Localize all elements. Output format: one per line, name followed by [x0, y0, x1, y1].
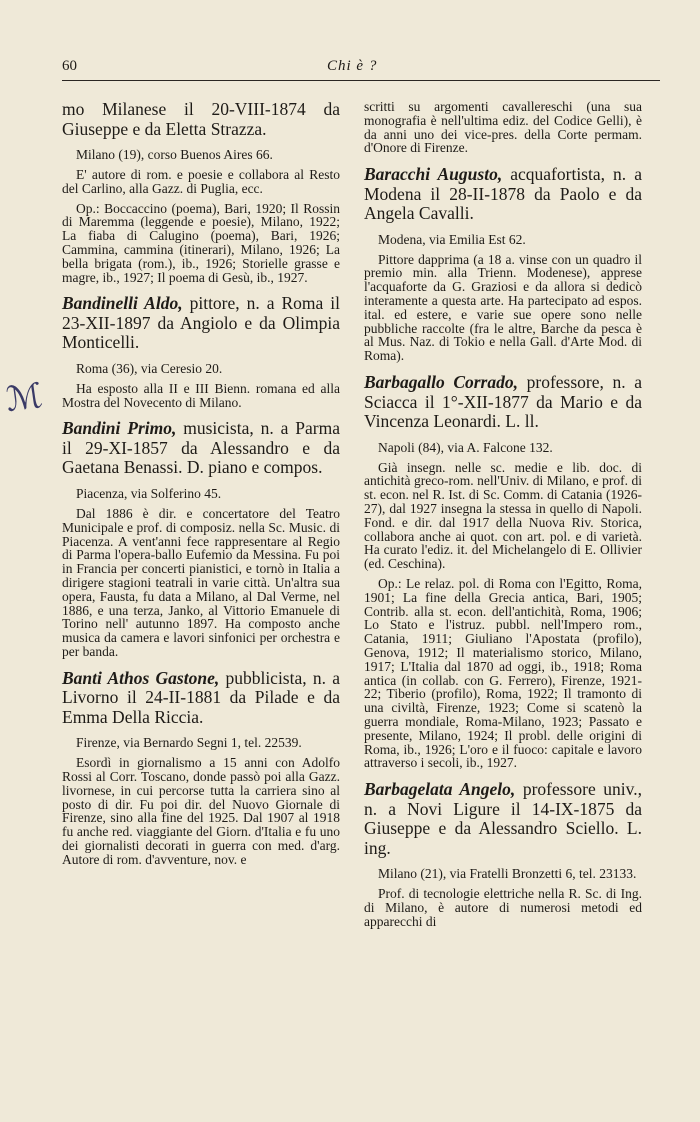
- entry-text: Ha esposto alla II e III Bienn. romana ed alla Mostra del Novecento di Milano.: [62, 380, 340, 410]
- entry-address: Firenze, via Bernardo Segni 1, tel. 22539.: [76, 735, 302, 751]
- entry-name: Bandinelli Aldo,: [62, 293, 183, 314]
- page-header: [62, 56, 660, 81]
- entry-heading: [364, 165, 642, 224]
- entry-name: Barbagallo Corrado,: [364, 372, 518, 393]
- entry-name: Banti Athos Gastone,: [62, 667, 220, 688]
- entry-text: E' autore di rom. e poesie e collabora al Resto del Carlino, alla Gazz. di Puglia, ecc.: [62, 167, 340, 196]
- entry-heading-text: professore univ., n. a Novi Ligure il 14-IX-1875 da Giuseppe e da Alessandro Sciello. L. ing.: [364, 779, 642, 858]
- entry-address: Roma (36), via Ceresio 20.: [76, 360, 223, 376]
- entry-works: Op.: Le relaz. pol. di Roma con l'Egitto, Roma, 1901; La fine della Grecia antica, Bari, 1905; Contrib. alla st. econ. dell'antichità, Roma, 1906; Lo Stato e l'istruz. pubbl. nell'Impero rom., Catania, 1911; Giuliano l'Apostata (profilo), Genova, 1912; Il materialismo storico, Milano, 1917; L'Italia dal 1870 ad oggi, ib., 1918; Roma antica (in collab. con G. Ferrero), Firenze, 1921-22; Tiberio (profilo), Roma, 1922; Il tramonto di una civiltà, Firenze, 1923; Come si scatenò la guerra mondiale, Roma-Milano, 1923; Passato e presente, Milano, 1924; Il probl. delle origini di Roma, ib., 1926; L'oro e il fuoco: capitale e lavoro attraverso i secoli, ib., 1927.: [364, 575, 642, 771]
- entry-heading-text: acquafortista, n. a Modena il 28-II-1878 da Paolo e da Angela Cavalli.: [364, 164, 642, 224]
- entry-continued: [62, 100, 340, 284]
- entry-bandini: [62, 419, 340, 658]
- entry-barbagallo: [364, 373, 642, 770]
- entry-heading: [364, 373, 642, 432]
- entry-works: Op.: Boccaccino (poema), Bari, 1920; Il Rossin di Maremma (leggende e poesie), Milano, 1922; La fiaba di Calugino (poema), Bari, 1926; Cammina, cammina (itinerari), Milano, 1926; La bella brigata (rom.), ib., 1926; Storielle grasse e magre, ib., 1927; Il poema di Gesù, ib., 1927.: [62, 200, 340, 285]
- entry-barbagelata: [364, 780, 642, 928]
- entry-address: Napoli (84), via A. Falcone 132.: [378, 439, 553, 455]
- entry-address: Milano (19), corso Buenos Aires 66.: [76, 147, 273, 162]
- entry-baracchi: [364, 165, 642, 363]
- entry-name: Bandini Primo,: [62, 418, 177, 439]
- entry-heading: [62, 669, 340, 728]
- entry-bandinelli: [62, 294, 340, 409]
- entry-banti: [62, 669, 340, 867]
- page-number: 60: [62, 58, 77, 74]
- entry-heading-text: musicista, n. a Parma il 29-XI-1857 da Alessandro e da Gaetana Benassi. D. piano e compos.: [62, 418, 340, 478]
- entry-heading-text: professore, n. a Sciacca il 1°-XII-1877 da Mario e da Vincenza Leonardi. L. ll.: [364, 372, 643, 432]
- entry-text: Dal 1886 è dir. e concertatore del Teatro Municipale e prof. di composiz. nella Sc. Music. di Piacenza. A vent'anni fece rappresentare al Regio di Parma l'opera-ballo Eufemio da Messina. Fu poi in Francia per concerti pianistici, e tornò in Italia a dirigere stagioni teatrali in varie città. Un'altra sua opera, Fausta, fu data a Milano, al Dal Verme, nel 1886, e una terza, Janko, al Vittorio Emanuele di Torino nell' autunno 1897. Ha composto anche musica da camera e lavori sinfonici per orchestra e per banda.: [62, 505, 340, 659]
- entry-heading-text: pittore, n. a Roma il 23-XII-1897 da Angiolo e da Olimpia Monticelli.: [62, 293, 340, 353]
- entry-address: Milano (21), via Fratelli Bronzetti 6, tel. 23133.: [378, 866, 637, 882]
- entry-heading-text: pubblicista, n. a Livorno il 24-II-1881 da Pilade e da Emma Della Riccia.: [62, 667, 340, 727]
- entry-address: Modena, via Emilia Est 62.: [378, 231, 526, 247]
- right-column: [364, 100, 642, 934]
- running-title: Chi è ?: [327, 58, 378, 74]
- entry-name: Barbagelata Angelo,: [364, 779, 516, 800]
- entry-address: Piacenza, via Solferino 45.: [76, 485, 222, 501]
- entry-heading: [62, 419, 340, 478]
- entry-text: Prof. di tecnologie elettriche nella R. Sc. di Ing. di Milano, è autore di numerosi metodi ed apparecchi di: [364, 886, 642, 929]
- entry-heading: mo Milanese il 20-VIII-1874 da Giuseppe e da Eletta Strazza.: [62, 99, 340, 139]
- entry-text: scritti su argomenti cavallereschi (una sua monografia è nell'ultima ediz. del Codice Gelli), è da anni uno dei vice-pres. della Corte permam. d'Onore di Firenze.: [364, 99, 642, 156]
- entry-name: Baracchi Augusto,: [364, 164, 503, 185]
- entry-continued: [364, 100, 642, 155]
- entry-text: Esordì in giornalismo a 15 anni con Adolfo Rossi al Corr. Toscano, donde passò poi alla Gazz. livornese, in cui percorse tutta la carriera sino al posto di dir. Fu poi dir. del Nuovo Giornale di Firenze, sino alla fine del 1925. Dal 1907 al 1918 fu anche red. viaggiante del Giorn. d'Italia e fu uno dei giornalisti decorati in guerra con med. d'arg. Autore di rom. d'avventure, nov. e: [62, 755, 340, 867]
- entry-text: Già insegn. nelle sc. medie e lib. doc. di antichità greco-rom. nell'Univ. di Milano, e prof. di st. econ. nel R. Ist. di Sc. Comm. di Catania (1926-27), dal 1927 insegna la stessa in quello di Napoli. Fond. e dir. dal 1917 della Nuova Riv. Storica, collabora anche ai quot. con art. pol. e di varietà. Ha curato l'ediz. it. del Michelangelo di E. Ollivier (ed. Ceschina).: [364, 459, 642, 572]
- entry-heading: [364, 780, 642, 858]
- entry-heading: [62, 294, 340, 353]
- handwritten-margin-mark: ℳ: [3, 375, 45, 421]
- entry-text: Pittore dapprima (a 18 a. vinse con un quadro il premio min. alla Trienn. Modenese), apprese l'acquaforte da G. Graziosi e da allora si dedicò interamente a questa arte. Ha partecipato ad espos. ital. ed estere, e varie sue opere sono nelle pubbliche raccolte (fra le altre, Barche da pesca è al Mus. Naz. di Tokio e nella Gall. d'Arte Mod. di Roma).: [364, 251, 642, 364]
- left-column: [62, 100, 340, 873]
